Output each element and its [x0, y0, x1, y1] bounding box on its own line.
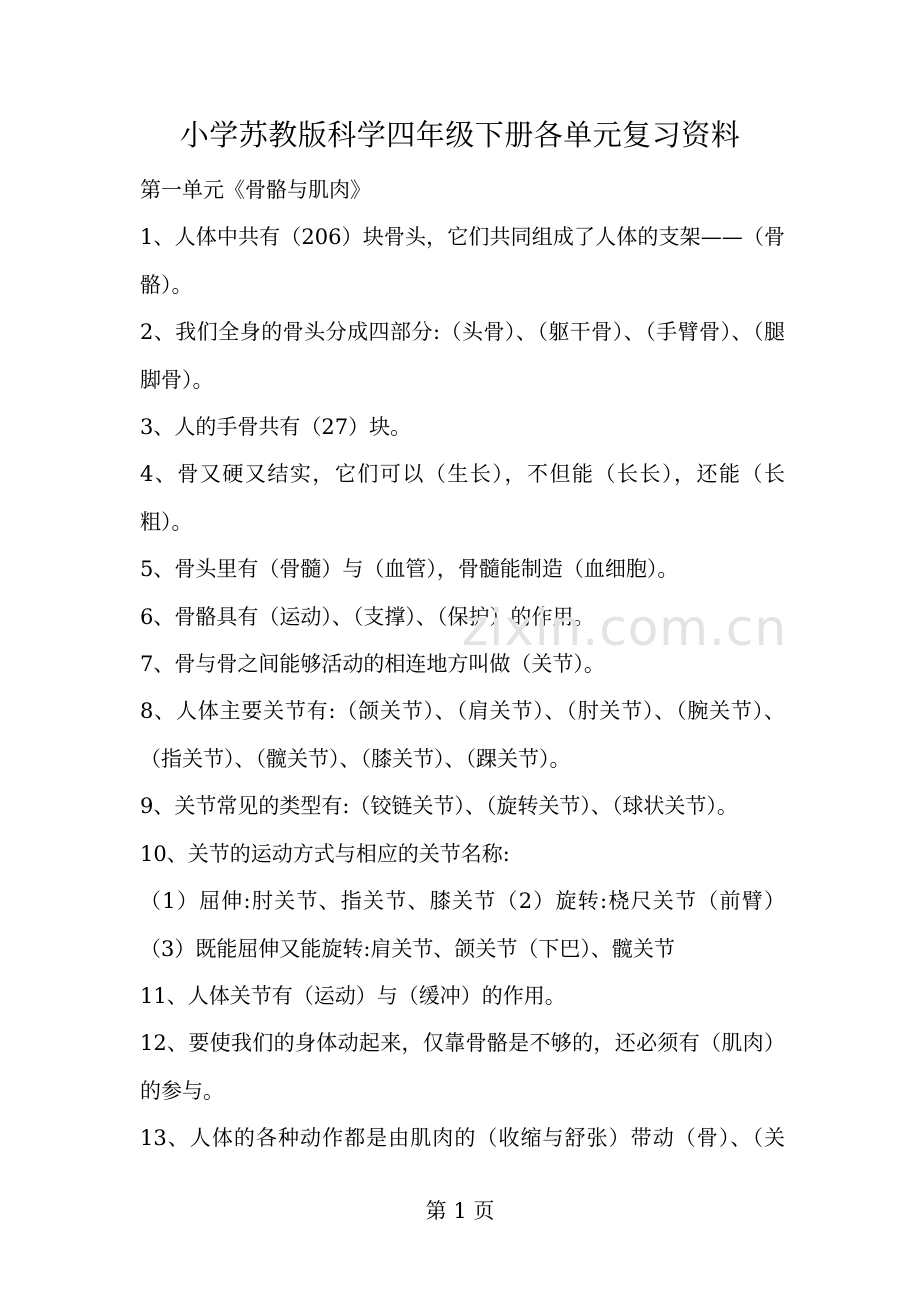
unit-heading: 第一单元《骨骼与肌肉》 [140, 178, 371, 202]
paragraph-line: 粗）。 [140, 509, 193, 534]
paragraph-line: 6、骨骼具有（运动）、（支撑）、（保护）的作用。 [140, 604, 595, 629]
paragraph-line: 9、关节常见的类型有:（铰链关节）、（旋转关节）、（球状关节）。 [140, 794, 738, 819]
paragraph-line: 1、人体中共有（206）块骨头，它们共同组成了人体的支架——（骨 [140, 225, 785, 250]
paragraph-line: （1）屈伸:肘关节、指关节、膝关节（2）旋转:桡尺关节（前臂） [140, 889, 785, 914]
paragraph-line: 3、人的手骨共有（27）块。 [140, 415, 412, 440]
watermark: zixin.com.cn [462, 599, 788, 657]
paragraph-line: 4、骨又硬又结实，它们可以（生长），不但能（长长），还能（长 [140, 462, 785, 487]
paragraph-line: （指关节）、（髋关节）、（膝关节）、（踝关节）。 [140, 746, 571, 771]
paragraph-line: 7、骨与骨之间能够活动的相连地方叫做（关节）。 [140, 652, 605, 677]
paragraph-line: 的参与。 [140, 1078, 224, 1103]
paragraph-line: 13、人体的各种动作都是由肌肉的（收缩与舒张）带动（骨）、（关 [140, 1126, 785, 1151]
paragraph-line: （3）既能屈伸又能旋转:肩关节、颌关节（下巴）、髋关节 [140, 936, 675, 961]
document-title: 小学苏教版科学四年级下册各单元复习资料 [179, 118, 741, 152]
paragraph-line: 2、我们全身的骨头分成四部分:（头骨）、（躯干骨）、（手臂骨）、（腿 [140, 320, 785, 345]
paragraph-line: 脚骨）。 [140, 367, 214, 392]
paragraph-line: 8、人体主要关节有:（颌关节）、（肩关节）、（肘关节）、（腕关节）、 [140, 699, 785, 724]
page-number: 第 1 页 [425, 1199, 495, 1223]
document-body [140, 167, 788, 1163]
paragraph-line: 骼）。 [140, 272, 193, 297]
paragraph-line: 11、人体关节有（运动）与（缓冲）的作用。 [140, 983, 566, 1008]
paragraph-line: 10、关节的运动方式与相应的关节名称: [140, 841, 510, 866]
paragraph-line: 5、骨头里有（骨髓）与（血管），骨髓能制造（血细胞）。 [140, 557, 679, 582]
paragraph-line: 12、要使我们的身体动起来，仅靠骨骼是不够的，还必须有（肌肉） [140, 1031, 785, 1056]
